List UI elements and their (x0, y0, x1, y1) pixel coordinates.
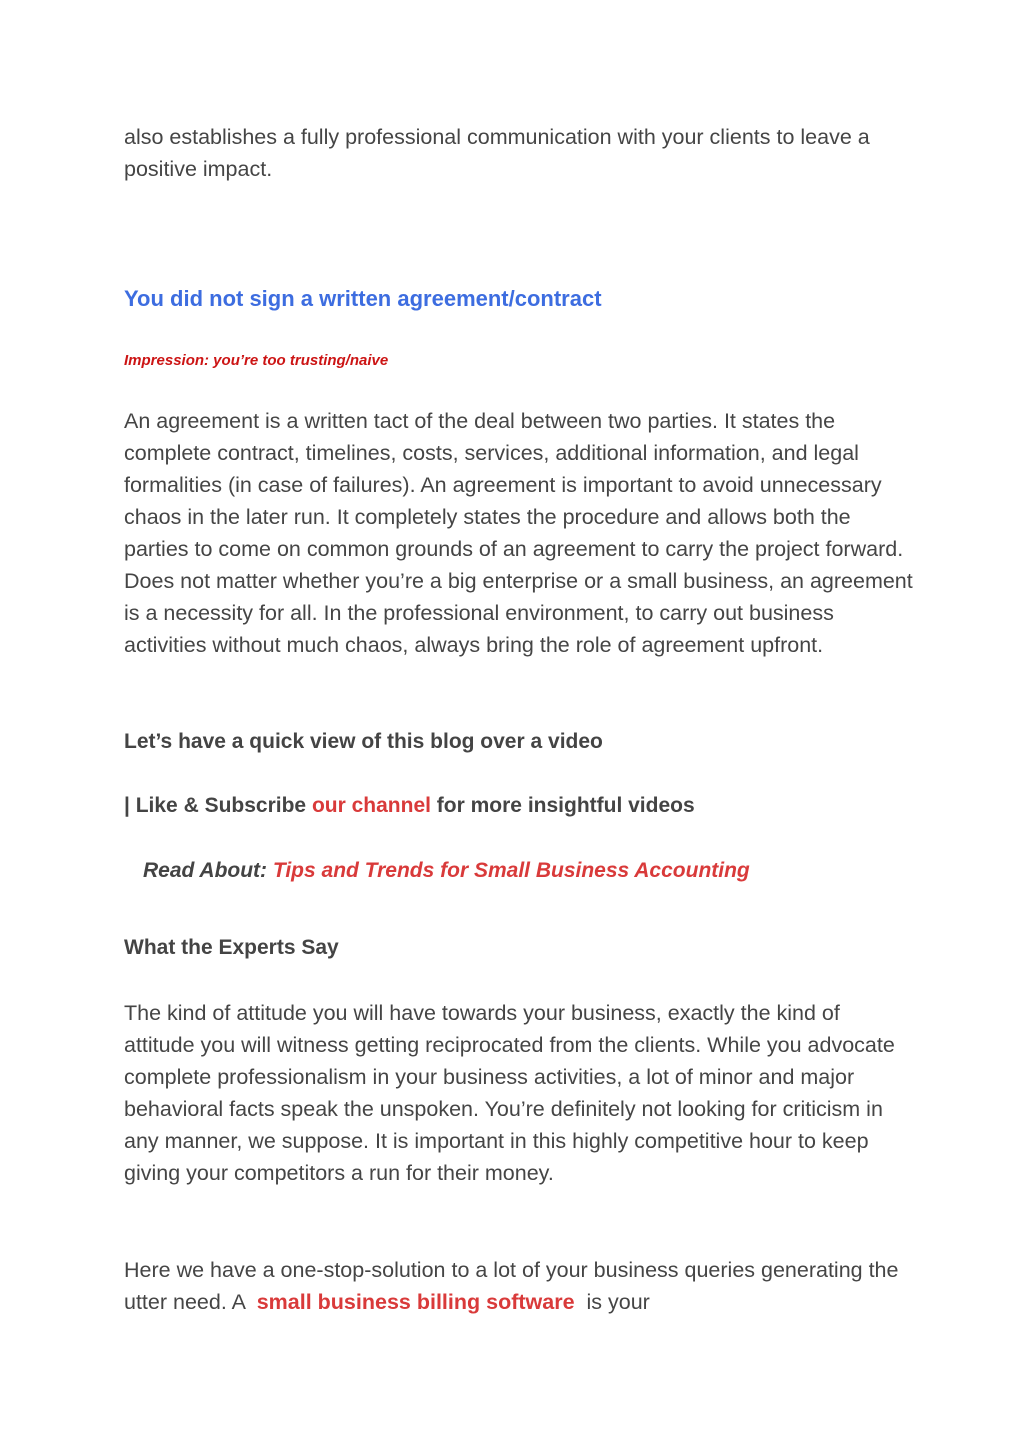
impression-note: Impression: you’re too trusting/naive (124, 352, 389, 369)
intro-paragraph (124, 121, 914, 185)
agreement-text: An agreement is a written tact of the deal between two parties. It states the complete contract, timelines, costs, services, additional information, and legal formalities (in case of failures). An agreement is important to avoid unnecessary chaos in the later run. It completely states the procedure and allows both the parties to come on common grounds of an agreement to carry the project forward. Does not matter whether you’re a big enterprise or a small business, an agreement is a necessity for all. In the professional environment, to carry out business activities without much chaos, always bring the role of agreement upfront. (124, 409, 913, 657)
subscribe-line (124, 790, 914, 822)
section-heading-agreement: You did not sign a written agreement/contract (124, 286, 602, 311)
our-channel-link[interactable]: our channel (311, 794, 431, 817)
intro-text: also establishes a fully professional communication with your clients to leave a positive impact. (124, 125, 870, 181)
video-line: Let’s have a quick view of this blog over a video (124, 730, 603, 753)
closing-prefix: Here we have a one-stop-solution to a lot of your business queries generating the utter need. A (124, 1258, 899, 1314)
experts-text: The kind of attitude you will have towards your business, exactly the kind of attitude you will witness getting reciprocated from the clients. While you advocate complete professionalism in your business activities, a lot of minor and major behavioral facts speak the unspoken. You’re definitely not looking for criticism in any manner, we suppose. It is important in this highly competitive hour to keep giving your competitors a run for their money. (124, 1001, 895, 1185)
closing-paragraph (124, 1254, 914, 1318)
closing-suffix: is your (580, 1290, 650, 1314)
read-about-link[interactable]: Tips and Trends for Small Business Accounting (272, 859, 750, 882)
subscribe-prefix: | Like & Subscribe (124, 794, 312, 817)
billing-software-link[interactable]: small business billing software (256, 1290, 575, 1314)
experts-heading: What the Experts Say (124, 936, 339, 959)
read-about-line (143, 855, 933, 887)
experts-paragraph (124, 997, 914, 1189)
read-about-label: Read About: (143, 859, 273, 882)
subscribe-suffix: for more insightful videos (430, 794, 695, 817)
agreement-paragraph (124, 405, 914, 661)
